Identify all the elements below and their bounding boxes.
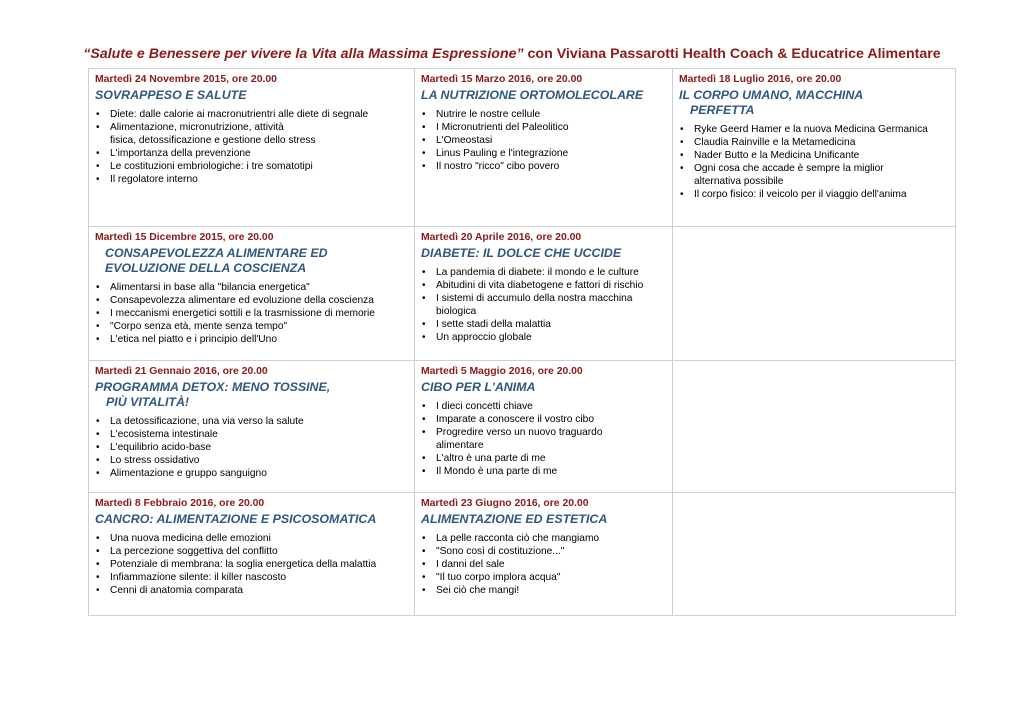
bullet-icon: • (680, 137, 684, 148)
topic-item (95, 121, 408, 147)
bullet-icon: • (96, 533, 100, 544)
event-heading (95, 380, 408, 410)
topic-item (421, 532, 666, 545)
topic-text: Sei ciò che mangi! (436, 585, 520, 596)
topic-item (95, 333, 408, 346)
topic-item (95, 467, 408, 480)
topic-item (679, 123, 949, 136)
event-date: Martedì 21 Gennaio 2016, ore 20.00 (95, 366, 268, 377)
event-heading (95, 512, 408, 527)
topic-item (421, 121, 666, 134)
topic-item (95, 147, 408, 160)
bullet-icon: • (422, 466, 426, 477)
topic-item (95, 173, 408, 186)
schedule-row (89, 361, 956, 493)
topic-text-cont: alternativa possibile (694, 176, 784, 187)
bullet-icon: • (96, 455, 100, 466)
schedule-row (89, 493, 956, 616)
bullet-icon: • (422, 427, 426, 438)
topic-text-cont: alimentare (436, 440, 484, 451)
topic-text: I meccanismi energetici sottili e la trasmissione di memorie (110, 308, 375, 319)
topic-text: I danni del sale (436, 559, 505, 570)
topic-text: Alimentazione, micronutrizione, attività (110, 122, 284, 133)
topic-text: La pandemia di diabete: il mondo e le culture (436, 267, 639, 278)
topic-list (95, 532, 408, 597)
topic-list (95, 108, 408, 186)
topic-item (421, 147, 666, 160)
topic-item (679, 162, 949, 188)
topic-text-cont: fisica, detossificazione e gestione dello stress (110, 135, 316, 146)
bullet-icon: • (96, 148, 100, 159)
topic-item (421, 465, 666, 478)
bullet-icon: • (96, 572, 100, 583)
bullet-icon: • (96, 585, 100, 596)
bullet-icon: • (96, 429, 100, 440)
bullet-icon: • (96, 308, 100, 319)
bullet-icon: • (422, 332, 426, 343)
topic-text: Potenziale di membrana: la soglia energetica della malattia (110, 559, 377, 570)
bullet-icon: • (96, 174, 100, 185)
topic-text: L'equilibrio acido-base (110, 442, 212, 453)
event-cell (673, 69, 956, 227)
topic-item (421, 292, 666, 318)
event-date: Martedì 8 Febbraio 2016, ore 20.00 (95, 498, 265, 509)
topic-item (679, 149, 949, 162)
event-date: Martedì 23 Giugno 2016, ore 20.00 (421, 498, 589, 509)
event-heading-line: IL CORPO UMANO, MACCHINA (679, 88, 864, 102)
event-heading-line: CANCRO: ALIMENTAZIONE E PSICOSOMATICA (95, 512, 377, 526)
title-subtitle: con Viviana Passarotti Health Coach & Educatrice Alimentare (523, 46, 941, 62)
topic-text: Nutrire le nostre cellule (436, 109, 541, 120)
topic-text: Il corpo fisico: il veicolo per il viaggio dell'anima (694, 189, 907, 200)
bullet-icon: • (680, 150, 684, 161)
topic-item (95, 307, 408, 320)
bullet-icon: • (96, 559, 100, 570)
topic-text: L'Omeostasi (436, 135, 493, 146)
topic-text: Lo stress ossidativo (110, 455, 200, 466)
bullet-icon: • (680, 163, 684, 174)
topic-item (95, 108, 408, 121)
bullet-icon: • (96, 442, 100, 453)
topic-text: Il regolatore interno (110, 174, 198, 185)
topic-list (421, 532, 666, 597)
topic-item (95, 415, 408, 428)
topic-item (95, 532, 408, 545)
topic-item (679, 136, 949, 149)
topic-item (421, 426, 666, 452)
title-quote: “Salute e Benessere per vivere la Vita alla Massima Espressione” (83, 46, 524, 62)
schedule-table (88, 68, 956, 616)
topic-text: Infiammazione silente: il killer nascosto (110, 572, 287, 583)
bullet-icon: • (96, 295, 100, 306)
bullet-icon: • (96, 109, 100, 120)
topic-text: "Il tuo corpo implora acqua" (436, 572, 561, 583)
empty-cell (673, 493, 956, 616)
topic-text: Alimentazione e gruppo sanguigno (110, 468, 267, 479)
bullet-icon: • (422, 267, 426, 278)
topic-item (421, 413, 666, 426)
event-heading-line: CIBO PER L'ANIMA (421, 380, 536, 394)
topic-text: Claudia Rainville e la Metamedicina (694, 137, 856, 148)
topic-item (421, 160, 666, 173)
event-cell (415, 69, 673, 227)
topic-text: Cenni di anatomia comparata (110, 585, 244, 596)
bullet-icon: • (96, 468, 100, 479)
topic-text: La detossificazione, una via verso la salute (110, 416, 304, 427)
bullet-icon: • (422, 559, 426, 570)
topic-text: I Micronutrienti del Paleolitico (436, 122, 569, 133)
topic-item (421, 400, 666, 413)
topic-item (421, 279, 666, 292)
topic-item (421, 134, 666, 147)
topic-item (95, 281, 408, 294)
event-heading (95, 246, 408, 276)
empty-cell (673, 227, 956, 361)
page-title (0, 46, 1024, 62)
event-heading (95, 88, 408, 103)
bullet-icon: • (422, 148, 426, 159)
bullet-icon: • (422, 414, 426, 425)
event-heading (421, 512, 666, 527)
event-cell (415, 361, 673, 493)
topic-text: "Corpo senza età, mente senza tempo" (110, 321, 288, 332)
topic-list (421, 400, 666, 478)
event-cell (415, 493, 673, 616)
topic-text: Imparate a conoscere il vostro cibo (436, 414, 594, 425)
schedule-row (89, 69, 956, 227)
topic-list (421, 266, 666, 344)
bullet-icon: • (680, 124, 684, 135)
event-cell (89, 227, 415, 361)
bullet-icon: • (680, 189, 684, 200)
topic-item (95, 160, 408, 173)
topic-text: Il nostro "ricco" cibo povero (436, 161, 560, 172)
event-cell (89, 493, 415, 616)
bullet-icon: • (422, 135, 426, 146)
topic-text: Progredire verso un nuovo traguardo (436, 427, 603, 438)
event-date: Martedì 24 Novembre 2015, ore 20.00 (95, 74, 277, 85)
bullet-icon: • (422, 280, 426, 291)
topic-text: Il Mondo è una parte di me (436, 466, 558, 477)
bullet-icon: • (96, 334, 100, 345)
event-heading-line: PROGRAMMA DETOX: MENO TOSSINE, (95, 380, 331, 394)
topic-text: I sistemi di accumulo della nostra macchina (436, 293, 633, 304)
event-cell (415, 227, 673, 361)
topic-text: I dieci concetti chiave (436, 401, 533, 412)
event-heading-line: DIABETE: IL DOLCE CHE UCCIDE (421, 246, 622, 260)
event-date: Martedì 5 Maggio 2016, ore 20.00 (421, 366, 583, 377)
event-date: Martedì 15 Dicembre 2015, ore 20.00 (95, 232, 274, 243)
topic-item (95, 320, 408, 333)
topic-item (421, 452, 666, 465)
topic-list (95, 415, 408, 480)
bullet-icon: • (422, 161, 426, 172)
empty-cell (673, 361, 956, 493)
event-heading-line: PIÙ VITALITÀ! (106, 395, 190, 409)
topic-text: Nader Butto e la Medicina Unificante (694, 150, 860, 161)
topic-item (421, 318, 666, 331)
topic-text: Abitudini di vita diabetogene e fattori di rischio (436, 280, 644, 291)
topic-text: Linus Pauling e l'integrazione (436, 148, 569, 159)
event-heading-line: CONSAPEVOLEZZA ALIMENTARE ED (105, 246, 328, 260)
topic-list (421, 108, 666, 173)
event-heading-line: PERFETTA (690, 103, 755, 117)
topic-text: L'ecosistema intestinale (110, 429, 218, 440)
bullet-icon: • (422, 319, 426, 330)
event-heading-line: SOVRAPPESO E SALUTE (95, 88, 247, 102)
bullet-icon: • (96, 546, 100, 557)
event-date: Martedì 18 Luglio 2016, ore 20.00 (679, 74, 842, 85)
bullet-icon: • (422, 453, 426, 464)
topic-text: Un approccio globale (436, 332, 532, 343)
bullet-icon: • (422, 293, 426, 304)
topic-item (95, 428, 408, 441)
schedule-row (89, 227, 956, 361)
event-heading (421, 246, 666, 261)
topic-text: L'etica nel piatto e i principio dell'Uno (110, 334, 277, 345)
topic-item (421, 545, 666, 558)
bullet-icon: • (422, 109, 426, 120)
bullet-icon: • (422, 533, 426, 544)
topic-item (95, 545, 408, 558)
event-heading-line: ALIMENTAZIONE ED ESTETICA (421, 512, 608, 526)
topic-text: Una nuova medicina delle emozioni (110, 533, 271, 544)
bullet-icon: • (422, 122, 426, 133)
topic-item (95, 441, 408, 454)
topic-text: Consapevolezza alimentare ed evoluzione della coscienza (110, 295, 374, 306)
topic-text: La pelle racconta ciò che mangiamo (436, 533, 600, 544)
event-date: Martedì 15 Marzo 2016, ore 20.00 (421, 74, 583, 85)
topic-item (421, 266, 666, 279)
event-heading (679, 88, 949, 118)
topic-text: Alimentarsi in base alla "bilancia energetica" (110, 282, 310, 293)
topic-text-cont: biologica (436, 306, 477, 317)
bullet-icon: • (422, 546, 426, 557)
event-date: Martedì 20 Aprile 2016, ore 20.00 (421, 232, 582, 243)
topic-text: Ogni cosa che accade è sempre la miglior (694, 163, 884, 174)
event-heading (421, 88, 666, 103)
topic-text: L'importanza della prevenzione (110, 148, 251, 159)
event-heading-line: LA NUTRIZIONE ORTOMOLECOLARE (421, 88, 644, 102)
topic-text: La percezione soggettiva del conflitto (110, 546, 278, 557)
bullet-icon: • (422, 401, 426, 412)
bullet-icon: • (422, 572, 426, 583)
event-heading (421, 380, 666, 395)
topic-text: "Sono così di costituzione..." (436, 546, 565, 557)
topic-item (679, 188, 949, 201)
bullet-icon: • (422, 585, 426, 596)
topic-item (421, 584, 666, 597)
topic-list (679, 123, 949, 201)
topic-text: I sette stadi della malattia (436, 319, 551, 330)
bullet-icon: • (96, 282, 100, 293)
topic-item (95, 584, 408, 597)
bullet-icon: • (96, 416, 100, 427)
topic-item (421, 331, 666, 344)
topic-text: L'altro è una parte di me (436, 453, 546, 464)
bullet-icon: • (96, 122, 100, 133)
topic-item (421, 108, 666, 121)
bullet-icon: • (96, 161, 100, 172)
topic-list (95, 281, 408, 346)
topic-item (95, 454, 408, 467)
topic-item (95, 558, 408, 571)
topic-item (421, 571, 666, 584)
event-cell (89, 361, 415, 493)
topic-text: Le costituzioni embriologiche: i tre somatotipi (110, 161, 313, 172)
topic-item (95, 571, 408, 584)
event-cell (89, 69, 415, 227)
topic-text: Ryke Geerd Hamer e la nuova Medicina Germanica (694, 124, 928, 135)
topic-text: Diete: dalle calorie ai macronutrientri alle diete di segnale (110, 109, 369, 120)
event-heading-line: EVOLUZIONE DELLA COSCIENZA (105, 261, 307, 275)
topic-item (421, 558, 666, 571)
bullet-icon: • (96, 321, 100, 332)
topic-item (95, 294, 408, 307)
